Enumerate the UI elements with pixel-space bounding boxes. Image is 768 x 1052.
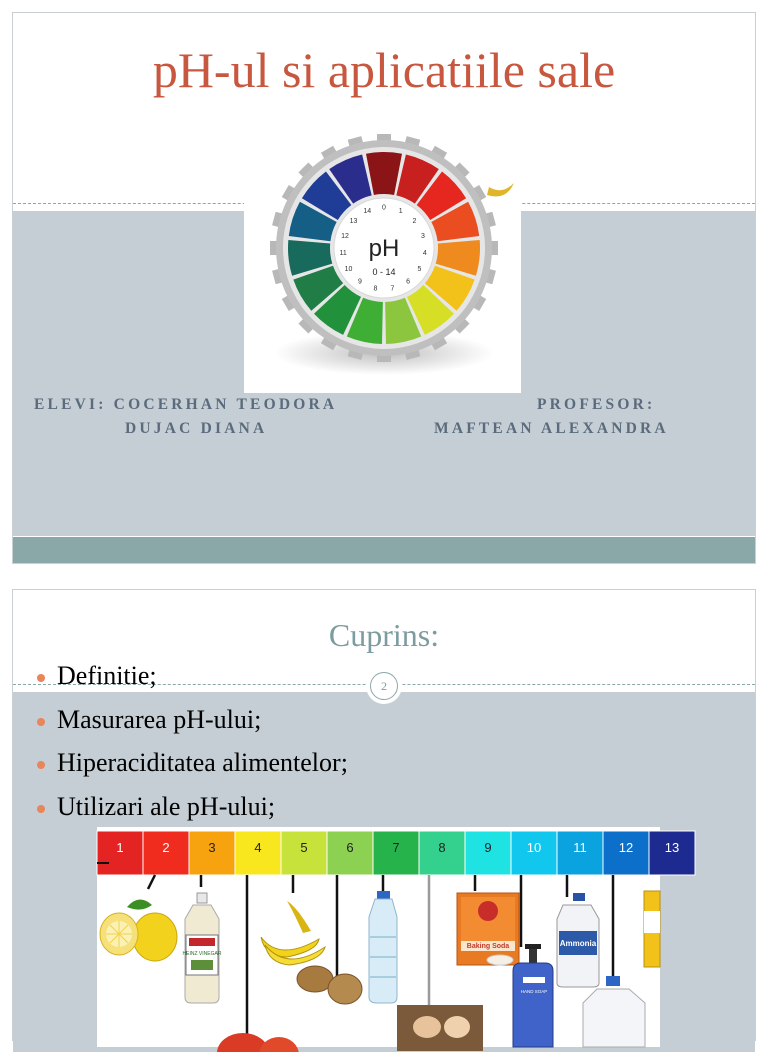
water-bottle-illustration [369, 891, 397, 1003]
ammonia-jug-illustration [557, 893, 599, 987]
title-slide [12, 12, 756, 564]
list-item [37, 743, 348, 787]
wheel-number: 2 [412, 218, 417, 226]
ph-scale-number: 1 [116, 840, 124, 855]
ph-scale-number: 2 [162, 840, 170, 855]
bullet-icon [37, 805, 45, 813]
bullet-icon [37, 761, 45, 769]
ph-scale-number: 11 [573, 840, 587, 855]
wheel-number: 8 [373, 285, 378, 293]
spray-can-illustration [644, 891, 660, 967]
tomato-illustration [217, 1033, 299, 1052]
ph-scale-number: 5 [300, 840, 308, 855]
ph-scale-number: 7 [392, 840, 400, 855]
bullet-icon [37, 718, 45, 726]
list-item [37, 700, 348, 744]
vinegar-label: HEINZ VINEGAR [182, 951, 222, 957]
ph-scale-number: 8 [438, 840, 446, 855]
eggs-illustration [397, 1005, 483, 1051]
wheel-number: 0 [382, 204, 386, 212]
teacher-name: MAFTEAN ALEXANDRA [434, 420, 669, 437]
wheel-number: 6 [406, 278, 411, 286]
page-number-badge [366, 668, 402, 704]
ph-scale-number: 4 [254, 840, 262, 855]
wheel-number: 7 [390, 285, 395, 293]
list-item [37, 656, 348, 700]
wheel-number: 14 [363, 208, 372, 215]
ph-scale-number: 13 [664, 840, 680, 855]
list-item [37, 787, 348, 831]
soap-label: HAND SOAP [520, 989, 548, 994]
ph-scale-number: 10 [526, 840, 542, 855]
list-item-label: Masurarea pH-ului; [57, 704, 262, 734]
ph-scale-number: 9 [484, 840, 492, 855]
wheel-ph-label: pH [368, 235, 400, 262]
lemon-illustration [100, 899, 177, 961]
students-label: ELEVI: COCERHAN TEODORA [34, 396, 338, 413]
list-item-label: Hiperaciditatea alimentelor; [57, 748, 348, 777]
slide-title: Cuprins: [328, 617, 440, 653]
student-name-2: DUJAC DIANA [125, 420, 268, 437]
potato-illustration [297, 966, 362, 1004]
ph-scale-image [97, 827, 680, 1047]
page-number: 2 [370, 672, 398, 700]
wheel-number: 11 [339, 249, 347, 257]
ph-scale-bar [97, 831, 695, 875]
ammonia-label: Ammonia [559, 939, 597, 948]
list-item-label: Definitie; [57, 661, 157, 690]
ph-color-wheel [244, 143, 521, 393]
wheel-number: 12 [341, 232, 349, 240]
slide-title: pH-ul si aplicatiile sale [152, 42, 616, 98]
baking-soda-illustration [457, 893, 519, 965]
ph-scale-number: 6 [346, 840, 354, 855]
teacher-label: PROFESOR: [537, 396, 656, 413]
ph-scale-figure [97, 827, 680, 1047]
wheel-number: 3 [421, 232, 425, 240]
footer-bar [13, 537, 755, 563]
wheel-number: 5 [417, 266, 422, 273]
ph-wheel-image [244, 143, 521, 393]
contents-list [37, 656, 348, 830]
bullet-icon [37, 674, 45, 682]
banana-illustration [261, 901, 325, 965]
ph-scale-number: 3 [208, 840, 216, 855]
wheel-number: 4 [422, 249, 427, 257]
vinegar-bottle-illustration [183, 893, 222, 1003]
contents-slide [12, 589, 756, 1041]
list-item-label: Utilizari ale pH-ului; [57, 791, 276, 821]
ph-scale-number: 12 [618, 840, 634, 855]
baking-soda-label: Baking Soda [466, 943, 510, 950]
wheel-tab [487, 183, 514, 197]
wheel-number: 9 [357, 278, 362, 286]
wheel-number: 10 [344, 266, 353, 273]
wheel-number: 13 [349, 218, 358, 226]
wheel-number: 1 [398, 208, 403, 215]
wheel-range-label: 0 - 14 [372, 267, 396, 277]
